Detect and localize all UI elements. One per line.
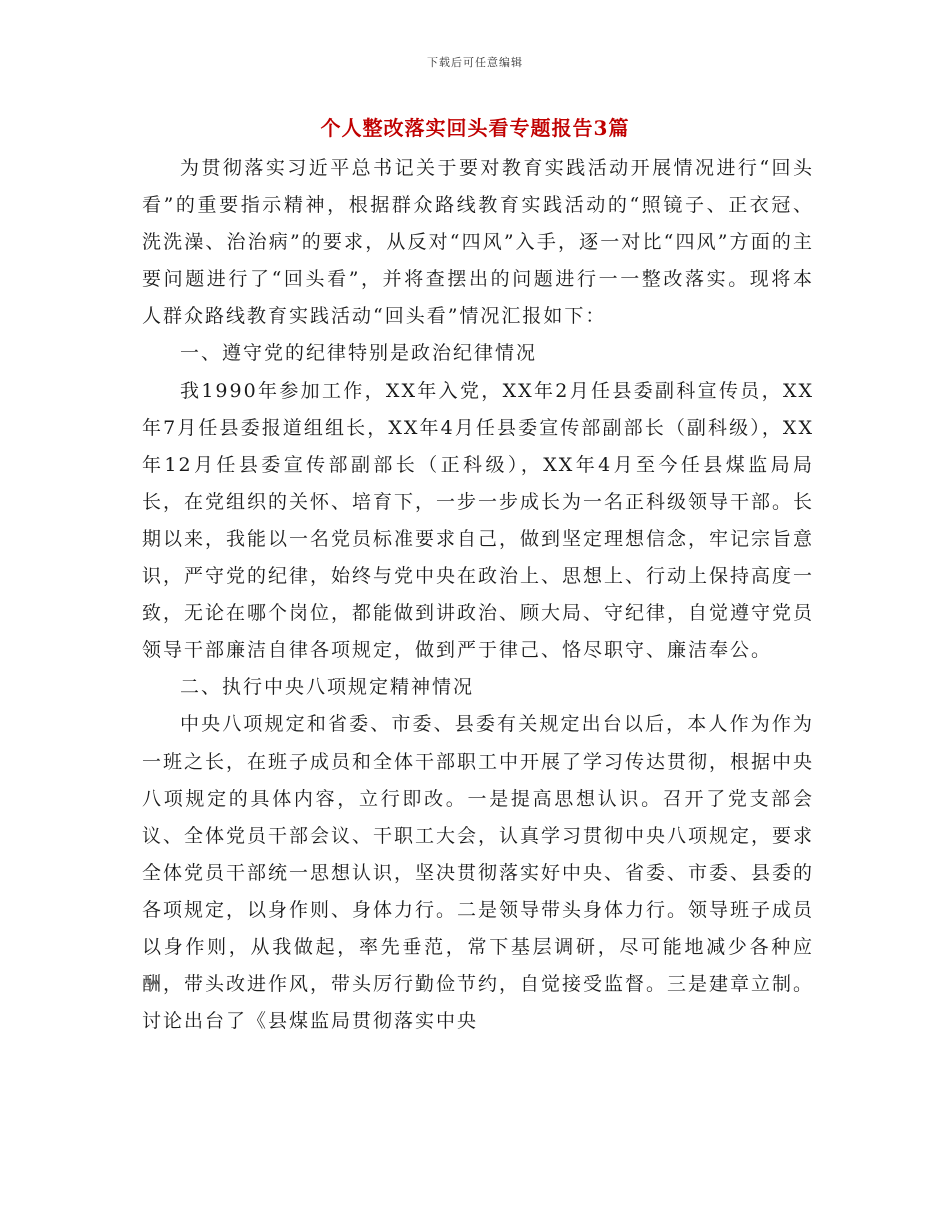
paragraph-eight-rules: 中央八项规定和省委、市委、县委有关规定出台以后，本人作为作为一班之长，在班子成员和全体干部职工中开展了学习传达贯彻，根据中央八项规定的具体内容，立行即改。一是提高思想认识。召开了党支部会议、全体党员干部会议、干职工大会，认真学习贯彻中央八项规定，要求全体党员干部统一思想认识，坚决贯彻落实好中央、省委、市委、县委的各项规定，以身作则、身体力行。二是领导带头身体力行。领导班子成员以身作则，从我做起，率先垂范，常下基层调研，尽可能地减少各种应酬，带头改进作风，带头厉行勤俭节约，自觉接受监督。三是建章立制。讨论出台了《县煤监局贯彻落实中央 xyxy=(142,713,815,1033)
document-title: 个人整改落实回头看专题报告3篇 xyxy=(320,116,630,140)
paragraph-discipline: 我1990年参加工作，XX年入党，XX年2月任县委副科宣传员，XX年7月任县委报道组组长，XX年4月任县委宣传部副部长（副科级），XX年12月任县委宣传部副部长（正科级），XX年4月至今任县煤监局局长，在党组织的关怀、培育下，一步一步成长为一名正科级领导干部。长期以来，我能以一名党员标准要求自己，做到坚定理想信念，牢记宗旨意识，严守党的纪律，始终与党中央在政治上、思想上、行动上保持高度一致，无论在哪个岗位，都能做到讲政治、顾大局、守纪律，自觉遵守党员领导干部廉洁自律各项规定，做到严于律己、恪尽职守、廉洁奉公。 xyxy=(142,379,815,662)
page-header-note: 下载后可任意编辑 xyxy=(427,56,523,69)
section-heading-discipline: 一、遵守党的纪律特别是政治纪律情况 xyxy=(180,342,538,365)
document-body xyxy=(142,150,814,1040)
paragraph-intro: 为贯彻落实习近平总书记关于要对教育实践活动开展情况进行“回头看”的重要指示精神，根据群众路线教育实践活动的“照镜子、正衣冠、洗洗澡、治治病”的要求，从反对“四风”入手，逐一对比“四风”方面的主要问题进行了“回头看”，并将查摆出的问题进行一一整改落实。现将本人群众路线教育实践活动“回头看”情况汇报如下： xyxy=(142,157,814,328)
section-heading-eight-rules: 二、执行中央八项规定精神情况 xyxy=(180,676,475,699)
